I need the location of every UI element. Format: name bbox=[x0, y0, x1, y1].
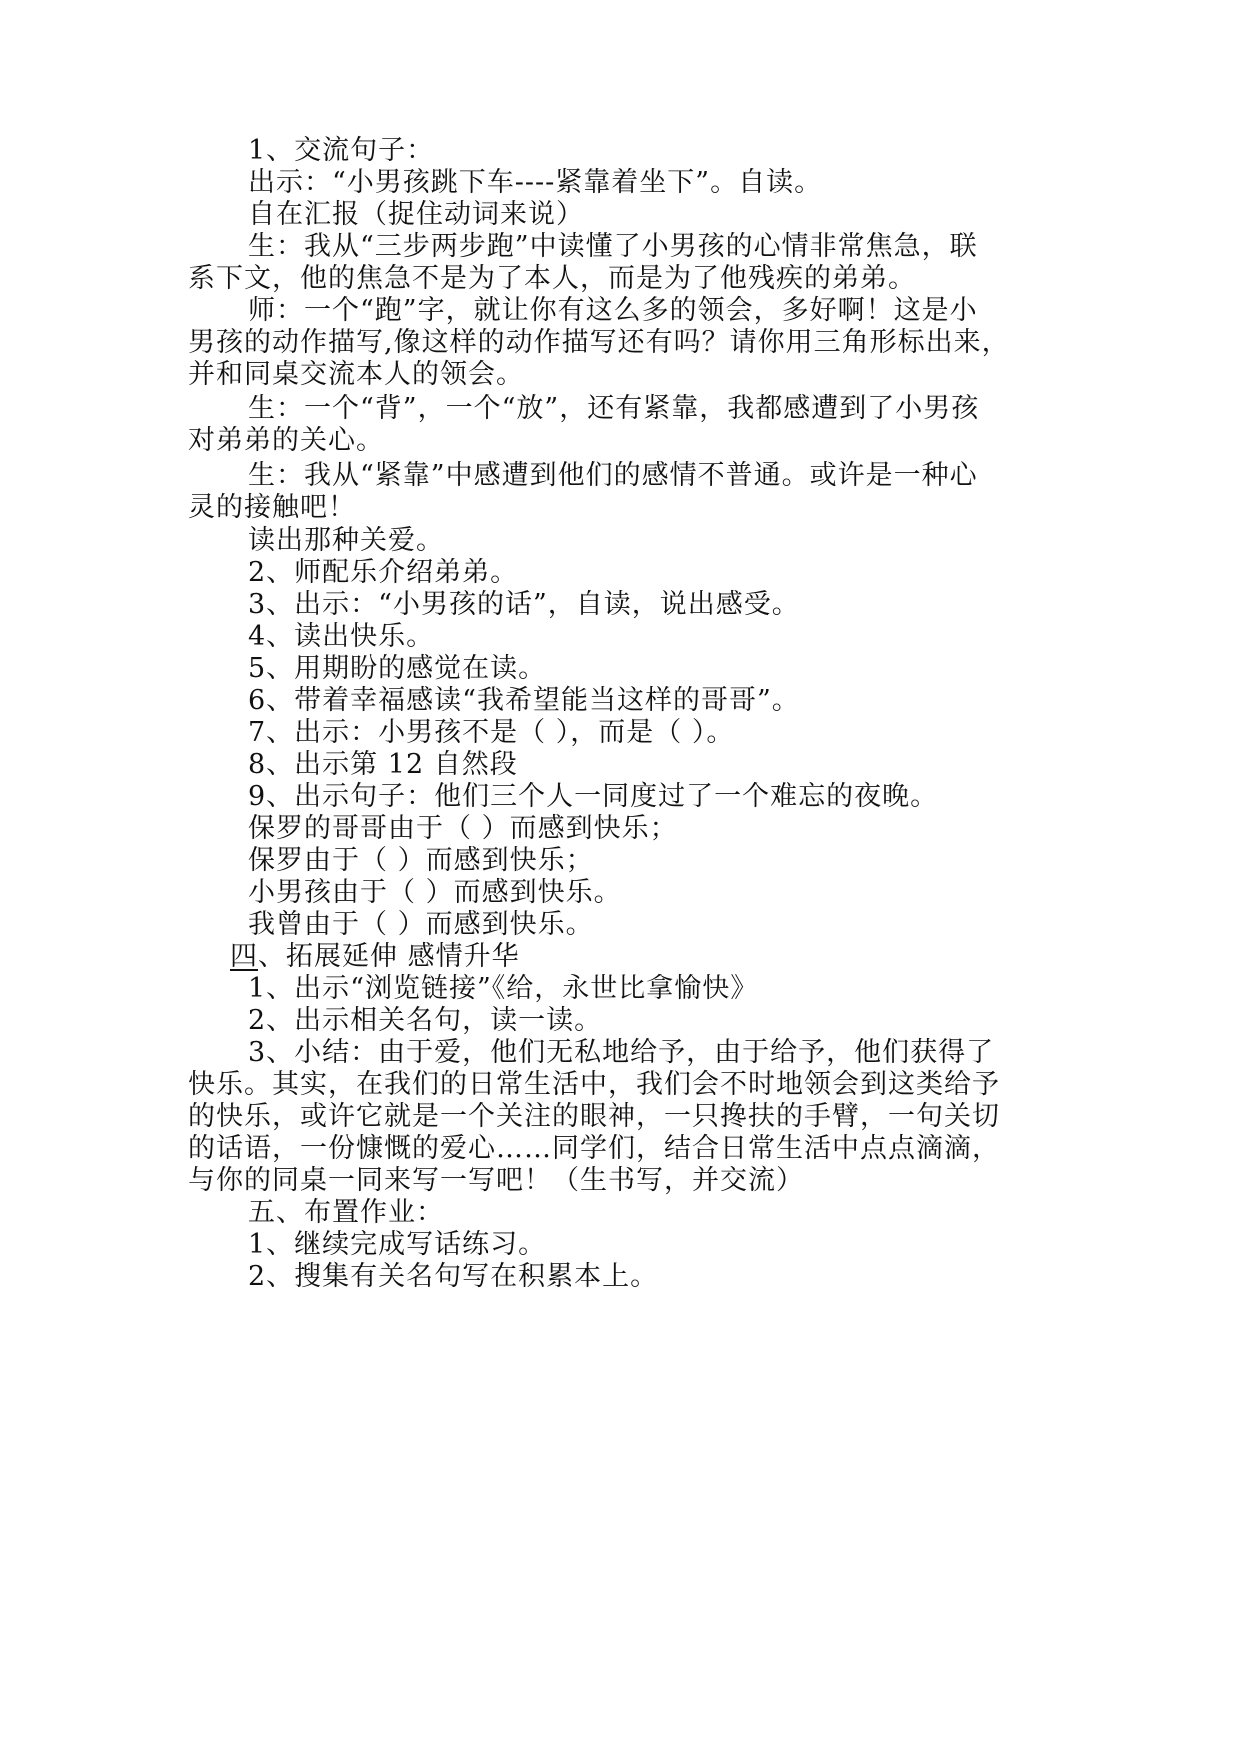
text-line: 9、出示句子：他们三个人一同度过了一个难忘的夜晚。 bbox=[248, 781, 939, 812]
section-heading-text: 、拓展延伸 感情升华 bbox=[258, 941, 520, 972]
text-line: 生：一个“背”，一个“放”，还有紧靠，我都感遭到了小男孩 bbox=[248, 393, 980, 424]
text-line: 对弟弟的关心。 bbox=[188, 425, 384, 456]
text-line: 读出那种关爱。 bbox=[248, 525, 444, 556]
text-line: 7、出示：小男孩不是（ ），而是（ ）。 bbox=[248, 717, 735, 748]
text-line: 2、搜集有关名句写在积累本上。 bbox=[248, 1261, 659, 1292]
text-line: 自在汇报（捉住动词来说） bbox=[248, 199, 584, 230]
text-line: 5、用期盼的感觉在读。 bbox=[248, 653, 547, 684]
text-line: 2、师配乐介绍弟弟。 bbox=[248, 557, 519, 588]
text-line: 的话语，一份慷慨的爱心……同学们，结合日常生活中点点滴滴， bbox=[188, 1133, 1000, 1164]
text-line: 生：我从“紧靠”中感遭到他们的感情不普通。或许是一种心 bbox=[248, 460, 978, 491]
text-line: 8、出示第 12 自然段 bbox=[248, 749, 518, 780]
text-line: 保罗由于（ ）而感到快乐； bbox=[248, 845, 594, 876]
section-number: 四 bbox=[230, 941, 258, 972]
text-line: 出示：“小男孩跳下车----紧靠着坐下”。自读。 bbox=[248, 167, 823, 198]
text-line: 1、出示“浏览链接”《给，永世比拿愉快》 bbox=[248, 973, 759, 1004]
text-line: 的快乐，或许它就是一个关注的眼神，一只搀扶的手臂，一句关切 bbox=[188, 1101, 1000, 1132]
text-line: 保罗的哥哥由于（ ）而感到快乐； bbox=[248, 813, 678, 844]
text-line: 师：一个“跑”字，就让你有这么多的领会，多好啊！这是小 bbox=[248, 295, 978, 326]
text-line: 2、出示相关名句，读一读。 bbox=[248, 1005, 603, 1036]
text-line: 五、布置作业： bbox=[248, 1197, 444, 1228]
text-line: 系下文，他的焦急不是为了本人，而是为了他残疾的弟弟。 bbox=[188, 263, 916, 294]
text-line: 与你的同桌一同来写一写吧！（生书写，并交流） bbox=[188, 1165, 804, 1196]
text-line: 生：我从“三步两步跑”中读懂了小男孩的心情非常焦急，联 bbox=[248, 231, 978, 262]
text-line: 并和同桌交流本人的领会。 bbox=[188, 359, 524, 390]
text-line: 1、继续完成写话练习。 bbox=[248, 1229, 547, 1260]
text-line: 3、小结：由于爱，他们无私地给予，由于给予，他们获得了 bbox=[248, 1037, 995, 1068]
text-line: 1、交流句子： bbox=[248, 135, 435, 166]
text-line: 快乐。其实，在我们的日常生活中，我们会不时地领会到这类给予 bbox=[188, 1069, 1000, 1100]
text-line: 我曾由于（ ）而感到快乐。 bbox=[248, 909, 594, 940]
text-line: 小男孩由于（ ）而感到快乐。 bbox=[248, 877, 622, 908]
text-line: 4、读出快乐。 bbox=[248, 621, 435, 652]
text-line: 6、带着幸福感读“我希望能当这样的哥哥”。 bbox=[248, 685, 800, 716]
text-line: 男孩的动作描写,像这样的动作描写还有吗？请你用三角形标出来， bbox=[188, 327, 1010, 358]
text-line: 3、出示：“小男孩的话”，自读，说出感受。 bbox=[248, 589, 800, 620]
section-heading bbox=[230, 940, 1110, 973]
text-line: 灵的接触吧！ bbox=[188, 492, 356, 523]
